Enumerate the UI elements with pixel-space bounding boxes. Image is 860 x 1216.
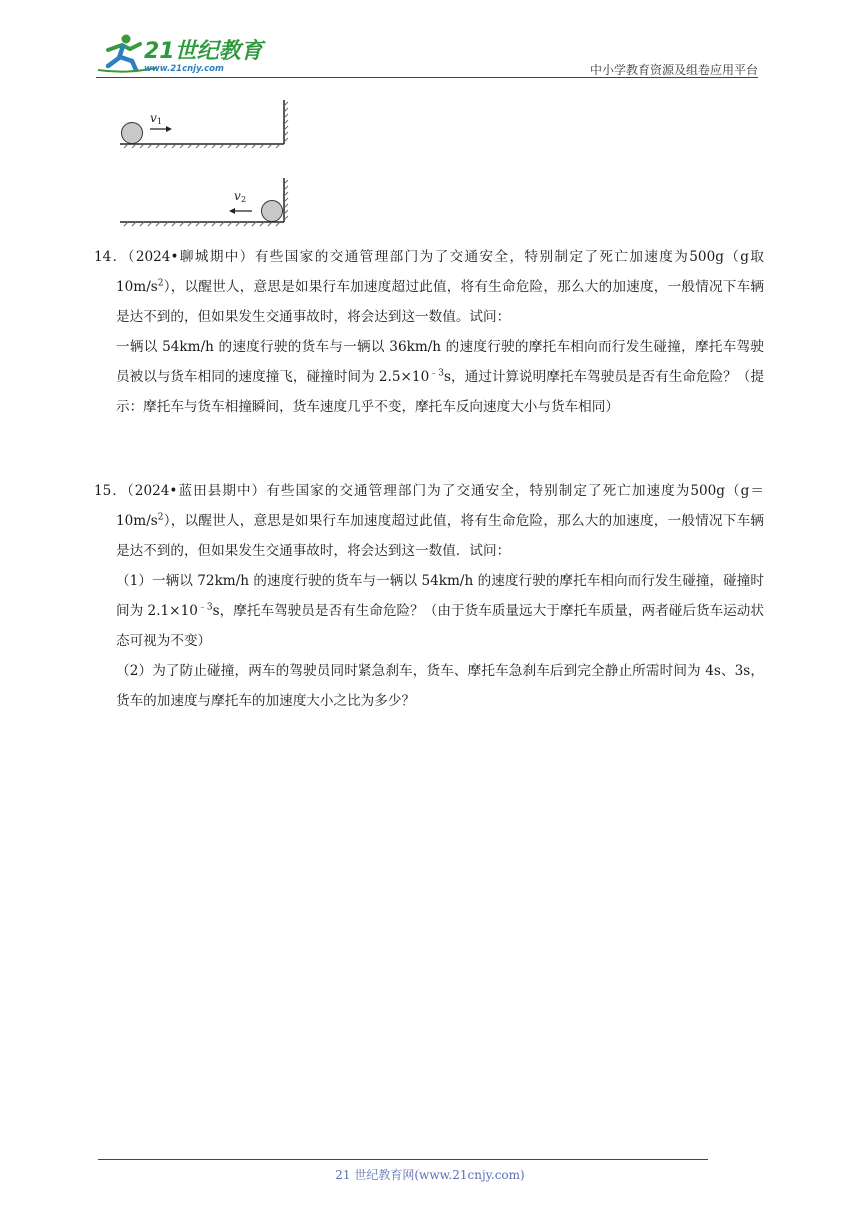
- site-logo: [96, 30, 266, 76]
- question-text: 一辆以 54km/h 的速度行驶的货车与一辆以 36km/h 的速度行驶的摩托车相向而行发生碰撞，摩托车驾驶员被以与货车相同的速度撞飞，碰撞时间为 2.5×10: [116, 339, 764, 385]
- question-number: 15．: [94, 483, 127, 499]
- runner-logo-icon: [96, 30, 266, 76]
- superscript: ﹣3: [429, 368, 444, 379]
- figure-ball-toward-wall: [116, 98, 296, 150]
- header-divider: [96, 77, 758, 78]
- figure-ball-away-from-wall: [116, 176, 296, 228]
- superscript: 2: [157, 512, 164, 523]
- question-text: s，摩托车驾驶员是否有生命危险？（由于货车质量远大于摩托车质量，两者碰后货车运动状态可视为不变）: [116, 603, 764, 649]
- superscript: ﹣3: [197, 602, 213, 613]
- superscript: 2: [157, 278, 164, 289]
- question-14-body: [116, 332, 764, 422]
- footer-divider: [98, 1159, 708, 1160]
- question-text: s，通过计算说明摩托车驾驶员是否有生命危险？（提示：摩托车与货车相撞瞬间，货车速度几乎不变，摩托车反向速度大小与货车相同）: [116, 369, 764, 415]
- v1-label: v: [150, 111, 157, 125]
- question-text: ），以醒世人，意思是如果行车加速度超过此值，将有生命危险，那么大的加速度，一般情况下车辆是达不到的，但如果发生交通事故时，将会达到这一数值．试问：: [116, 513, 764, 559]
- platform-label: 中小学教育资源及组卷应用平台: [589, 63, 758, 77]
- question-source: （2024•聊城期中）: [127, 249, 255, 265]
- question-text: ），以醒世人，意思是如果行车加速度超过此值，将有生命危险，那么大的加速度，一般情况下车辆是达不到的，但如果发生交通事故时，将会达到这一数值。试问：: [116, 279, 764, 325]
- question-source: （2024•蓝田县期中）: [126, 483, 267, 499]
- question-15: [94, 476, 764, 716]
- question-15-part-2: （2）为了防止碰撞，两车的驾驶员同时紧急刹车，货车、摩托车急刹车后到完全静止所需时间为 4s、3s，货车的加速度与摩托车的加速度大小之比为多少？: [116, 663, 764, 709]
- question-text: （1）一辆以 72km/h 的速度行驶的货车与一辆以 54km/h 的速度行驶的摩托车相向而行发生碰撞，碰撞时间为 2.1×10: [116, 573, 764, 619]
- v2-subscript: 2: [241, 195, 247, 204]
- question-15-part-1: [116, 566, 764, 656]
- logo-text: 21世纪教育: [144, 39, 263, 64]
- question-text: 有些国家的交通管理部门为了交通安全，特别制定了死亡加速度为500g（g＝10m/s: [116, 483, 764, 529]
- question-text: 有些国家的交通管理部门为了交通安全，特别制定了死亡加速度为500g（g取 10m/s: [116, 249, 764, 295]
- v1-subscript: 1: [157, 117, 163, 126]
- v2-label: v: [234, 189, 241, 203]
- question-15-intro: [94, 476, 764, 566]
- question-14-intro: [94, 242, 764, 332]
- question-number: 14．: [94, 249, 128, 265]
- page-footer: 21 世纪教育网(www.21cnjy.com): [335, 1168, 525, 1182]
- question-14: [94, 242, 764, 422]
- logo-url: www.21cnjy.com: [144, 64, 224, 74]
- page-header: [96, 30, 758, 80]
